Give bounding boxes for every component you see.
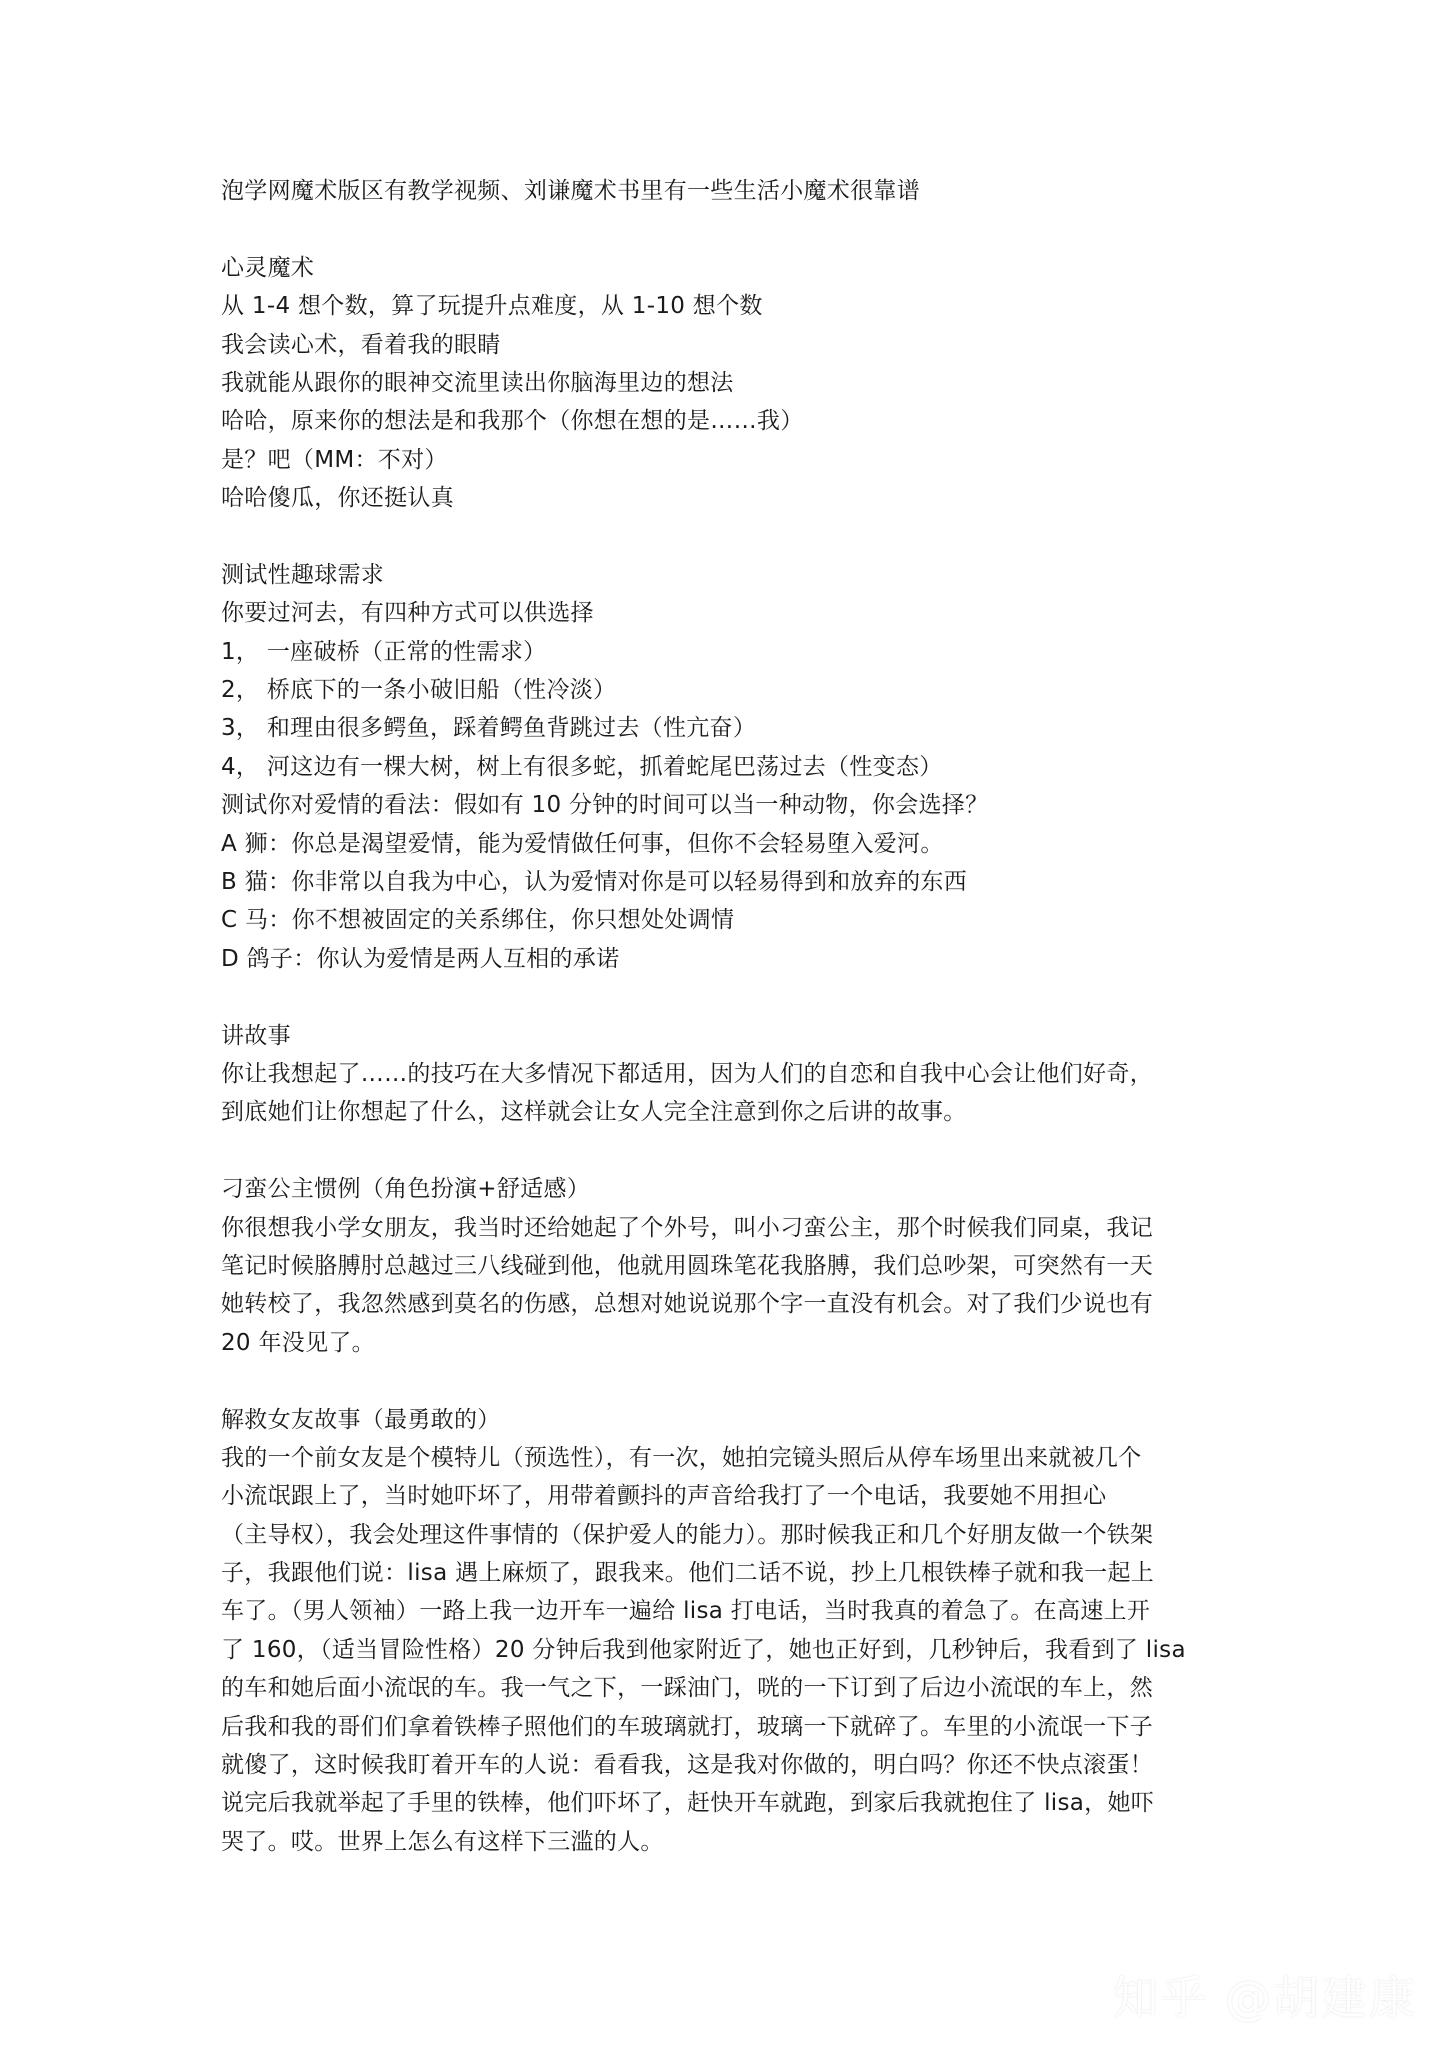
section-rescue: [221, 1401, 1241, 1862]
watermark: 知乎 @胡建康: [1112, 1971, 1417, 2025]
text-line: 我会读心术，看着我的眼睛: [221, 331, 501, 358]
text-line: 的车和她后面小流氓的车。我一气之下，一踩油门，咣的一下订到了后边小流氓的车上，然: [221, 1675, 1153, 1702]
section-story: [221, 1017, 1241, 1132]
text-line: 子，我跟他们说：lisa 遇上麻烦了，跟我来。他们二话不说，抄上几根铁棒子就和我一起上: [221, 1560, 1155, 1587]
text-line: 你很想我小学女朋友，我当时还给她起了个外号，叫小刁蛮公主，那个时候我们同桌，我记: [221, 1214, 1153, 1241]
text-line: 到底她们让你想起了什么，这样就会让女人完全注意到你之后讲的故事。: [221, 1099, 967, 1126]
text-line: 测试你对爱情的看法：假如有 10 分钟的时间可以当一种动物，你会选择？: [221, 792, 989, 819]
section-princess: [221, 1170, 1241, 1362]
text-line: 哭了。哎。世界上怎么有这样下三滥的人。: [221, 1828, 664, 1855]
text-line: 小流氓跟上了，当时她吓坏了，用带着颤抖的声音给我打了一个电话，我要她不用担心: [221, 1483, 1107, 1510]
text-line: 我的一个前女友是个模特儿（预选性），有一次，她拍完镜头照后从停车场里出来就被几个: [221, 1444, 1142, 1471]
text-line: 就傻了，这时候我盯着开车的人说：看看我，这是我对你做的，明白吗？你还不快点滚蛋！: [221, 1752, 1153, 1779]
text-line: 笔记时候胳膊肘总越过三八线碰到他，他就用圆珠笔花我胳膊，我们总吵架，可突然有一天: [221, 1252, 1153, 1279]
text-line: 了 160，（适当冒险性格）20 分钟后我到他家附近了，她也正好到，几秒钟后，我看到了 lisa: [221, 1636, 1186, 1663]
section-title: 刁蛮公主惯例（角色扮演+舒适感）: [221, 1176, 591, 1203]
text-line: 你让我想起了……的技巧在大多情况下都适用，因为人们的自恋和自我中心会让他们好奇，: [221, 1060, 1153, 1087]
text-line: 后我和我的哥们们拿着铁棒子照他们的车玻璃就打，玻璃一下就碎了。车里的小流氓一下子: [221, 1713, 1153, 1740]
text-line: 2， 桥底下的一条小破旧船（性冷淡）: [221, 677, 617, 704]
text-line: 1， 一座破桥（正常的性需求）: [221, 638, 547, 665]
text-line: A 狮：你总是渴望爱情，能为爱情做任何事，但你不会轻易堕入爱河。: [221, 830, 944, 857]
text-line: 20 年没见了。: [221, 1329, 375, 1356]
section-title: 解救女友故事（最勇敢的）: [221, 1406, 501, 1433]
section-magic: [221, 249, 1241, 518]
text-line: （主导权），我会处理这件事情的（保护爱人的能力）。那时候我正和几个好朋友做一个铁架: [221, 1521, 1154, 1548]
text-line: 从 1-4 想个数，算了玩提升点难度，从 1-10 想个数: [221, 293, 763, 320]
text-line: 哈哈傻瓜，你还挺认真: [221, 485, 454, 512]
text-line: 4， 河这边有一棵大树，树上有很多蛇，抓着蛇尾巴荡过去（性变态）: [221, 753, 943, 780]
section-title: 测试性趣球需求: [221, 561, 385, 588]
text-line: D 鸽子：你认为爱情是两人互相的承诺: [221, 945, 620, 972]
text-line: 车了。（男人领袖）一路上我一边开车一遍给 lisa 打电话，当时我真的着急了。在高速上开: [221, 1598, 1151, 1625]
text-line: B 猫：你非常以自我为中心，认为爱情对你是可以轻易得到和放弃的东西: [221, 869, 967, 896]
section-title: 讲故事: [221, 1022, 291, 1049]
text-line: 我就能从跟你的眼神交流里读出你脑海里边的想法: [221, 369, 734, 396]
document-body: [221, 172, 1241, 1861]
intro-line: 泡学网魔术版区有教学视频、刘谦魔术书里有一些生活小魔术很靠谱: [221, 178, 920, 204]
text-line: 她转校了，我忽然感到莫名的伤感，总想对她说说那个字一直没有机会。对了我们少说也有: [221, 1291, 1153, 1318]
section-test: [221, 556, 1241, 978]
text-line: 说完后我就举起了手里的铁棒，他们吓坏了，赶快开车就跑，到家后我就抱住了 lisa，她吓: [221, 1790, 1155, 1817]
text-line: 你要过河去，有四种方式可以供选择: [221, 600, 594, 627]
text-line: 哈哈，原来你的想法是和我那个（你想在想的是……我）: [221, 408, 804, 435]
text-line: 是？吧（MM：不对）: [221, 446, 448, 473]
text-line: C 马：你不想被固定的关系绑住，你只想处处调情: [221, 907, 735, 934]
text-line: 3， 和理由很多鳄鱼，踩着鳄鱼背跳过去（性亢奋）: [221, 715, 757, 742]
section-title: 心灵魔术: [221, 254, 315, 281]
